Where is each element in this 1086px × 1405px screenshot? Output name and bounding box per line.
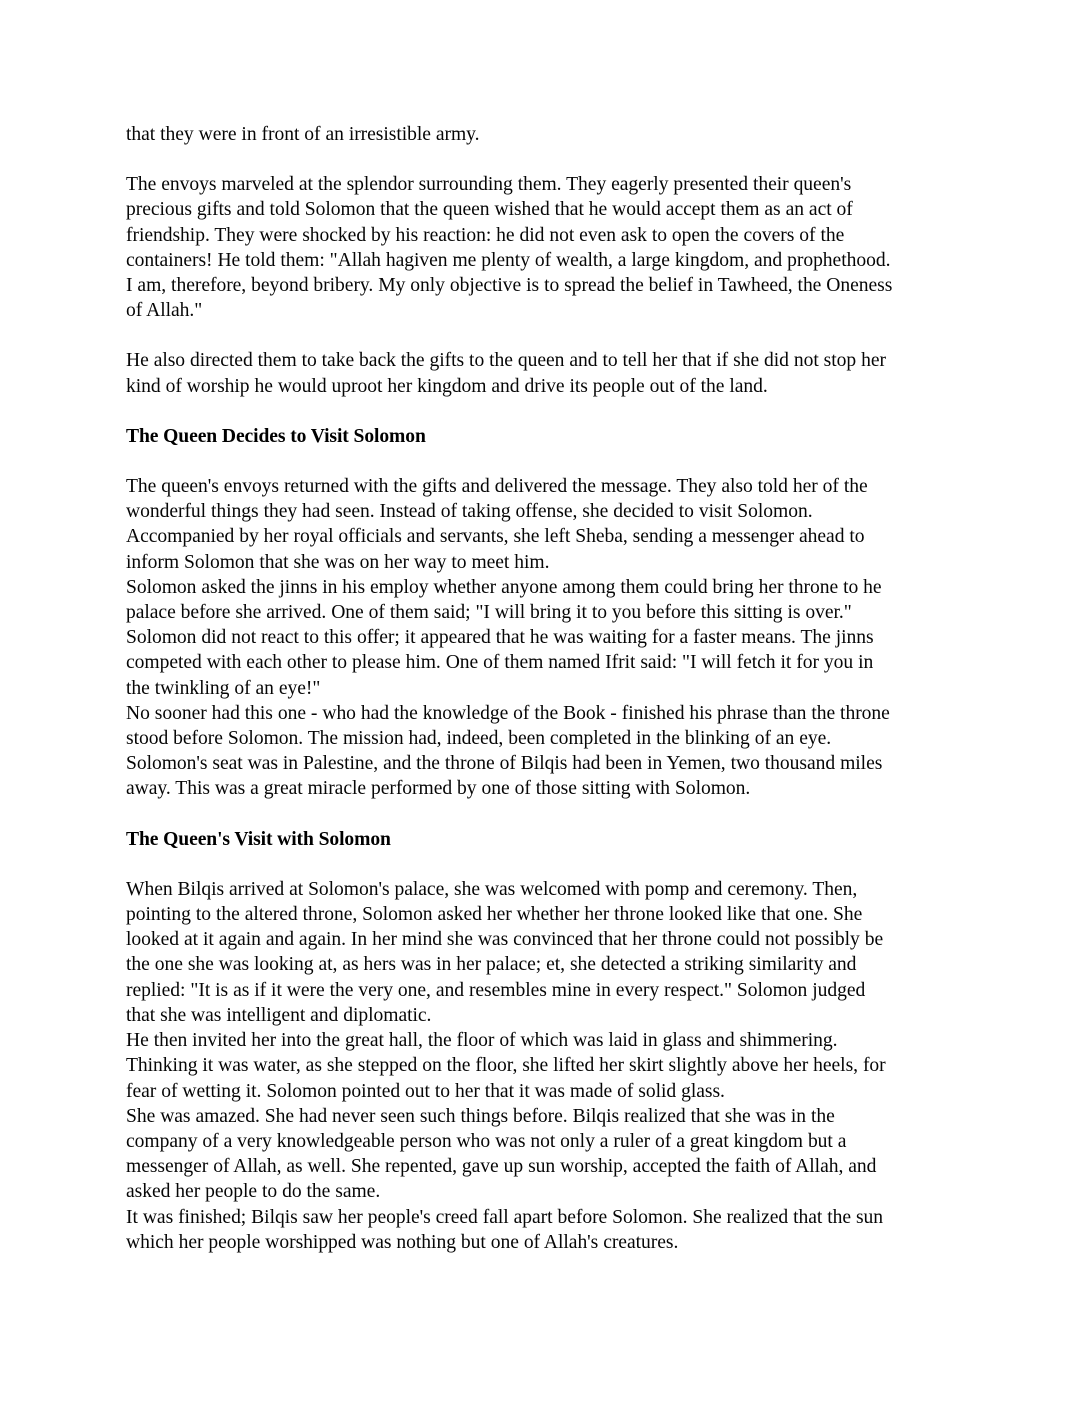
paragraph-when-bilqis-arrived-line-5: replied: "It is as if it were the very one, and resembles mine in every respect." Solomon judged (126, 979, 866, 1001)
paragraph-solomon-asked-the-jinns-line-1: Solomon asked the jinns in his employ whether anyone among them could bring her throne to he (126, 576, 882, 598)
paragraph-irresistible-army (126, 122, 971, 147)
paragraph-envoys-returned-line-1: The queen's envoys returned with the gifts and delivered the message. They also told her of the (126, 476, 868, 498)
paragraph-solomon-asked-the-jinns-line-5: the twinkling of an eye!" (126, 677, 321, 699)
paragraph-envoys-marveled-line-6: of Allah." (126, 300, 203, 322)
paragraph-envoys-returned-line-2: wonderful things they had seen. Instead of taking offense, she decided to visit Solomon. (126, 501, 813, 523)
text-column (126, 122, 971, 1255)
paragraph-when-bilqis-arrived-line-2: pointing to the altered throne, Solomon asked her whether her throne looked like that one. She (126, 904, 863, 926)
heading-queens-visit-with-solomon-line-1: The Queen's Visit with Solomon (126, 828, 391, 850)
paragraph-she-was-amazed-line-1: She was amazed. She had never seen such things before. Bilqis realized that she was in the (126, 1105, 835, 1127)
paragraph-when-bilqis-arrived-line-3: looked at it again and again. In her mind she was convinced that her throne could not possibly be (126, 929, 884, 951)
paragraph-solomons-seat-palestine-line-2: away. This was a great miracle performed by one of those sitting with Solomon. (126, 778, 751, 800)
paragraph-envoys-marveled-line-5: I am, therefore, beyond bribery. My only objective is to spread the belief in Tawheed, the Oneness (126, 275, 893, 297)
paragraph-he-then-invited-her-line-1: He then invited her into the great hall, the floor of which was laid in glass and shimmering. (126, 1030, 838, 1052)
paragraph-envoys-marveled (126, 172, 971, 323)
paragraph-she-was-amazed-line-2: company of a very knowledgeable person who was not only a ruler of a great kingdom but a (126, 1130, 847, 1152)
paragraph-irresistible-army-line-1: that they were in front of an irresistible army. (126, 124, 480, 145)
paragraph-he-also-directed-line-2: kind of worship he would uproot her kingdom and drive its people out of the land. (126, 375, 768, 397)
paragraph-envoys-returned (126, 474, 971, 575)
paragraph-it-was-finished-line-2: which her people worshipped was nothing but one of Allah's creatures. (126, 1231, 679, 1253)
paragraph-solomon-asked-the-jinns-line-4: competed with each other to please him. One of them named Ifrit said: "I will fetch it for you in (126, 652, 874, 674)
paragraph-she-was-amazed (126, 1104, 971, 1205)
paragraph-envoys-marveled-line-3: friendship. They were shocked by his reaction: he did not even ask to open the covers of the (126, 224, 845, 246)
paragraph-when-bilqis-arrived-line-1: When Bilqis arrived at Solomon's palace, she was welcomed with pomp and ceremony. Then, (126, 878, 858, 900)
paragraph-solomon-asked-the-jinns (126, 575, 971, 701)
paragraph-he-then-invited-her-line-2: Thinking it was water, as she stepped on the floor, she lifted her skirt slightly above her heels, for (126, 1055, 886, 1077)
paragraph-he-also-directed (126, 348, 971, 398)
paragraph-he-also-directed-line-1: He also directed them to take back the gifts to the queen and to tell her that if she did not stop her (126, 350, 886, 372)
paragraph-envoys-marveled-line-1: The envoys marveled at the splendor surrounding them. They eagerly presented their queen's (126, 174, 852, 196)
paragraph-when-bilqis-arrived-line-6: that she was intelligent and diplomatic. (126, 1004, 432, 1026)
paragraph-envoys-marveled-line-2: precious gifts and told Solomon that the queen wished that he would accept them as an act of (126, 199, 853, 221)
paragraph-when-bilqis-arrived-line-4: the one she was looking at, as hers was in her palace; et, she detected a striking similarity and (126, 954, 857, 976)
paragraph-it-was-finished-line-1: It was finished; Bilqis saw her people's creed fall apart before Solomon. She realized that the sun (126, 1206, 884, 1228)
paragraph-no-sooner-had-this-one-line-2: stood before Solomon. The mission had, indeed, been completed in the blinking of an eye. (126, 728, 832, 750)
paragraph-solomon-asked-the-jinns-line-2: palace before she arrived. One of them said; "I will bring it to you before this sitting is over." (126, 602, 852, 624)
heading-queens-visit-with-solomon (126, 827, 971, 852)
heading-queen-decides-to-visit-solomon-line-1: The Queen Decides to Visit Solomon (126, 425, 426, 447)
heading-queen-decides-to-visit-solomon (126, 424, 971, 449)
paragraph-envoys-marveled-line-4: containers! He told them: "Allah hagiven me plenty of wealth, a large kingdom, and prophethood. (126, 249, 891, 271)
paragraph-it-was-finished (126, 1205, 971, 1255)
paragraph-she-was-amazed-line-3: messenger of Allah, as well. She repented, gave up sun worship, accepted the faith of Allah, and (126, 1156, 877, 1178)
paragraph-solomons-seat-palestine (126, 751, 971, 801)
paragraph-no-sooner-had-this-one-line-1: No sooner had this one - who had the knowledge of the Book - finished his phrase than the throne (126, 702, 890, 724)
paragraph-solomons-seat-palestine-line-1: Solomon's seat was in Palestine, and the throne of Bilqis had been in Yemen, two thousand miles (126, 753, 883, 775)
paragraph-he-then-invited-her-line-3: fear of wetting it. Solomon pointed out to her that it was made of solid glass. (126, 1080, 725, 1102)
paragraph-solomon-asked-the-jinns-line-3: Solomon did not react to this offer; it appeared that he was waiting for a faster means. The jinns (126, 627, 874, 649)
paragraph-he-then-invited-her (126, 1028, 971, 1104)
paragraph-she-was-amazed-line-4: asked her people to do the same. (126, 1181, 381, 1203)
paragraph-envoys-returned-line-4: inform Solomon that she was on her way to meet him. (126, 551, 550, 573)
paragraph-envoys-returned-line-3: Accompanied by her royal officials and servants, she left Sheba, sending a messenger ahead to (126, 526, 865, 548)
paragraph-no-sooner-had-this-one (126, 701, 971, 751)
paragraph-when-bilqis-arrived (126, 877, 971, 1028)
